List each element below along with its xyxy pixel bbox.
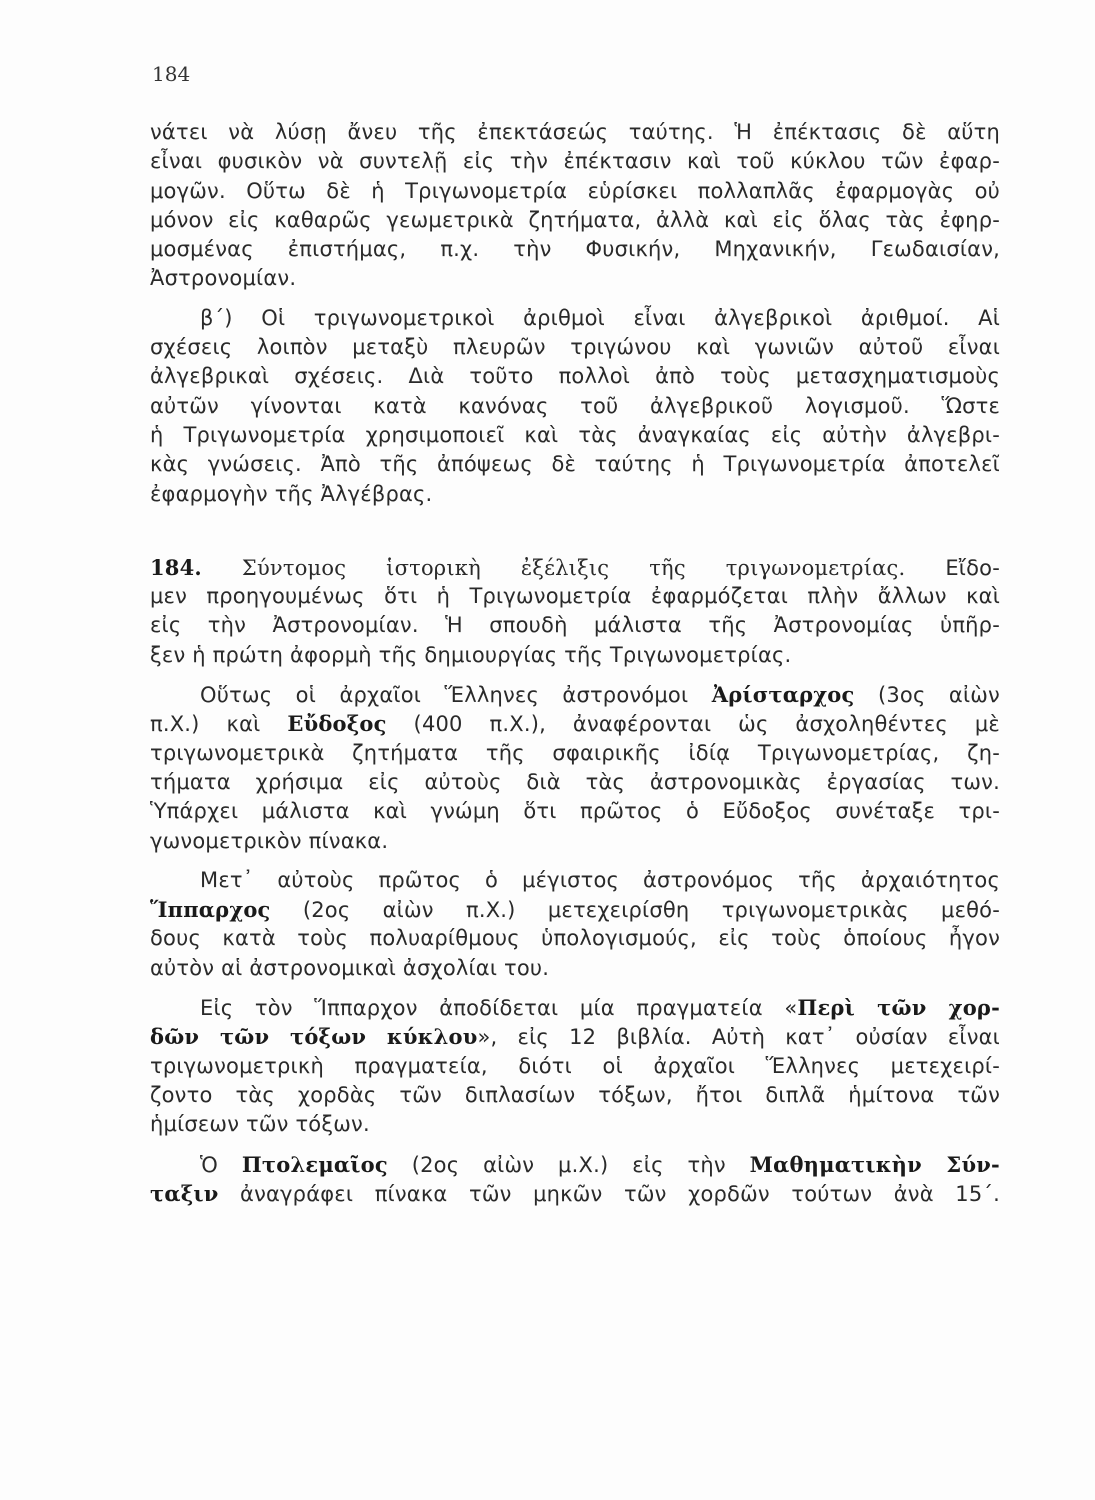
paragraph-hipparchus — [150, 866, 1000, 983]
name-eudoxus: Εὔδοξος — [287, 711, 387, 737]
text-line: εἶναι φυσικὸν νὰ συντελῇ εἰς τὴν ἐπέκτασιν καὶ τοῦ κύκλου τῶν ἐφαρ- — [150, 149, 1000, 174]
text-line: δῶν τῶν τόξων κύκλου», εἰς 12 βιβλία. Αὐτὴ κατ᾽ οὐσίαν εἶναι — [150, 1024, 1000, 1050]
page-number: 184 — [152, 62, 191, 86]
text-line: μεν προηγουμένως ὅτι ἡ Τριγωνομετρία ἐφαρμόζεται πλὴν ἄλλων καὶ — [150, 584, 1000, 609]
text-line: μοσμένας ἐπιστήμας, π.χ. τὴν Φυσικήν, Μηχανικήν, Γεωδαισίαν, — [150, 237, 1000, 262]
text-line: αὐτῶν γίνονται κατὰ κανόνας τοῦ ἀλγεβρικοῦ λογισμοῦ. Ὥστε — [150, 393, 1000, 418]
text-line: γωνομετρικὸν πίνακα. — [150, 828, 389, 853]
section-heading-line — [150, 553, 1000, 582]
text-line: εἰς τὴν Ἀστρονομίαν. Ἡ σπουδὴ μάλιστα τῆς Ἀστρονομίας ὑπῆρ- — [150, 613, 1000, 638]
text-line: Ἵππαρχος (2ος αἰὼν π.Χ.) μετεχειρίσθη τριγωνομετρικὰς μεθό- — [150, 897, 1000, 923]
page-body — [150, 118, 1000, 1208]
text-line: κὰς γνώσεις. Ἀπὸ τῆς ἀπόψεως δὲ ταύτης ἡ Τριγωνομετρία ἀποτελεῖ — [150, 452, 1000, 477]
section-title-tail: Εἴδο- — [945, 555, 1000, 580]
text-line: μόνον εἰς καθαρῶς γεωμετρικὰ ζητήματα, ἀλλὰ καὶ εἰς ὅλας τὰς ἐφηρ- — [150, 207, 1000, 232]
paragraph-treatise — [150, 993, 1000, 1139]
work-syntaxis-part1: Μαθηματικὴν Σύν- — [749, 1151, 1000, 1177]
text-line: νάτει νὰ λύσῃ ἄνευ τῆς ἐπεκτάσεώς ταύτης. Ἡ ἐπέκτασις δὲ αὕτη — [150, 120, 1000, 144]
name-aristarchus: Ἀρίσταρχος — [711, 682, 855, 708]
paragraph-aristarchus — [150, 680, 1000, 856]
text-line: Οὕτως οἱ ἀρχαῖοι Ἕλληνες ἀστρονόμοι Ἀρίσταρχος (3ος αἰὼν — [200, 682, 1000, 708]
work-syntaxis-part2: ταξιν — [150, 1180, 219, 1206]
text-line: β΄) Οἱ τριγωνομετρικοὶ ἀριθμοὶ εἶναι ἀλγεβρικοὶ ἀριθμοί. Αἱ — [200, 305, 1000, 330]
paragraph-beta — [150, 304, 1000, 509]
text-line: ἀλγεβρικαὶ σχέσεις. Διὰ τοῦτο πολλοὶ ἀπὸ τοὺς μετασχηματισμοὺς — [150, 364, 1000, 389]
section-number: 184. — [150, 554, 202, 580]
text-line: τήματα χρήσιμα εἰς αὐτοὺς διὰ τὰς ἀστρονομικὰς ἐργασίας των. — [150, 769, 1000, 794]
treatise-title-part2: δῶν τῶν τόξων κύκλου — [150, 1024, 478, 1050]
text-line: τριγωνομετρικὰ ζητήματα τῆς σφαιρικῆς ἰδίᾳ Τριγωνομετρίας, ζη- — [150, 740, 1000, 765]
section-title: Σύντομος ἱστορικὴ ἐξέλιξις τῆς τριγωνομετρίας. — [241, 555, 906, 580]
text-line: Ὑπάρχει μάλιστα καὶ γνώμη ὅτι πρῶτος ὁ Εὔδοξος συνέταξε τρι- — [150, 799, 1000, 824]
name-ptolemy: Πτολεμαῖος — [241, 1151, 388, 1177]
text-line: ξεν ἡ πρώτη ἀφορμὴ τῆς δημιουργίας τῆς Τριγωνομετρίας. — [150, 642, 792, 667]
text-line: ἡ Τριγωνομετρία χρησιμοποιεῖ καὶ τὰς ἀναγκαίας εἰς αὐτὴν ἀλγεβρι- — [150, 422, 1000, 447]
text-line: δους κατὰ τοὺς πολυαρίθμους ὑπολογισμούς, εἰς τοὺς ὁποίους ἦγον — [150, 926, 1000, 951]
text-line: ἐφαρμογὴν τῆς Ἀλγέβρας. — [150, 481, 433, 506]
text-line: Εἰς τὸν Ἵππαρχον ἀποδίδεται μία πραγματεία «Περὶ τῶν χορ- — [200, 995, 1000, 1021]
text-line: αὐτὸν αἱ ἀστρονομικαὶ ἀσχολίαι του. — [150, 955, 550, 980]
text-line: μογῶν. Οὕτω δὲ ἡ Τριγωνομετρία εὑρίσκει πολλαπλᾶς ἐφαρμογὰς οὐ — [150, 178, 1000, 203]
text-line: Ἀστρονομίαν. — [150, 266, 297, 291]
text-line: σχέσεις λοιπὸν μεταξὺ πλευρῶν τριγώνου καὶ γωνιῶν αὐτοῦ εἶναι — [150, 335, 1000, 360]
text-line: Ὁ Πτολεμαῖος (2ος αἰὼν μ.Χ.) εἰς τὴν Μαθηματικὴν Σύν- — [200, 1151, 1000, 1177]
text-line: ταξιν ἀναγράφει πίνακα τῶν μηκῶν τῶν χορδῶν τούτων ἀνὰ 15΄. — [150, 1180, 1000, 1206]
name-hipparchus: Ἵππαρχος — [150, 897, 271, 923]
text-line: τριγωνομετρικὴ πραγματεία, διότι οἱ ἀρχαῖοι Ἕλληνες μετεχειρί- — [150, 1053, 1000, 1078]
text-line: ἡμίσεων τῶν τόξων. — [150, 1112, 370, 1137]
paragraph-continuation — [150, 118, 1000, 294]
section-184 — [150, 553, 1000, 1208]
text-line: ζοντο τὰς χορδὰς τῶν διπλασίων τόξων, ἤτοι διπλᾶ ἡμίτονα τῶν — [150, 1082, 1000, 1107]
text-line: Μετ᾽ αὐτοὺς πρῶτος ὁ μέγιστος ἀστρονόμος τῆς ἀρχαιότητος — [200, 867, 1000, 892]
text-line: π.Χ.) καὶ Εὔδοξος (400 π.Χ.), ἀναφέρονται ὡς ἀσχοληθέντες μὲ — [150, 711, 1000, 737]
treatise-title-part1: Περὶ τῶν χορ- — [797, 995, 1000, 1021]
paragraph-ptolemy — [150, 1150, 1000, 1209]
